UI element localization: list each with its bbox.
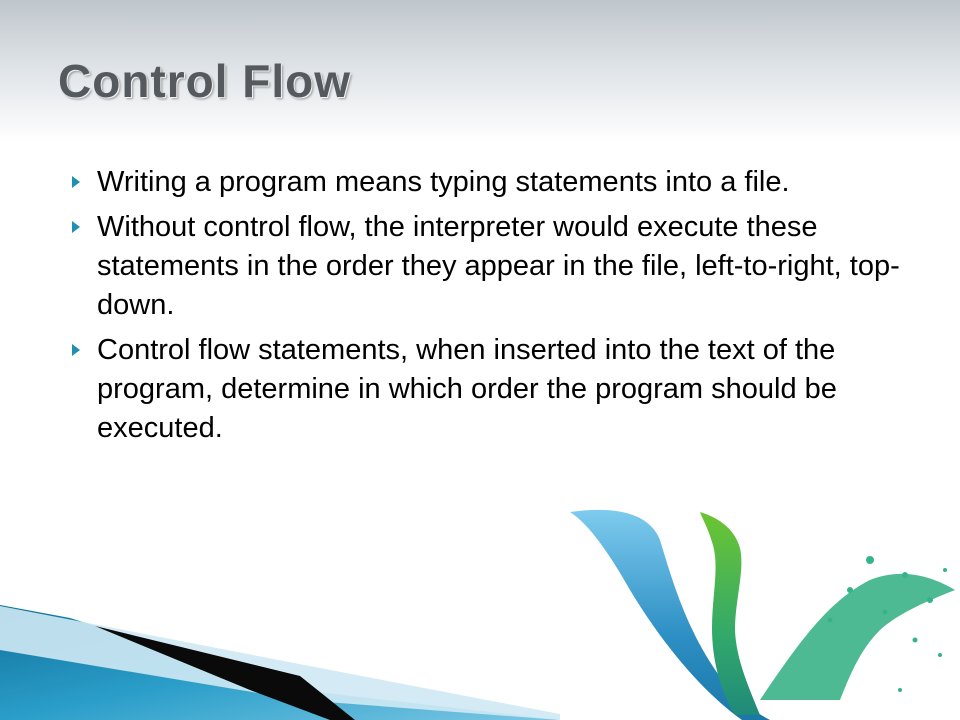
bullet-text: Without control flow, the interpreter would execute these statements in the order they appear in the file, left-to-right, top-down. bbox=[97, 211, 900, 321]
bullet-item bbox=[70, 208, 900, 325]
slide-title: Control Flow bbox=[58, 55, 352, 107]
triangle-right-icon bbox=[72, 344, 80, 356]
bullet-item bbox=[70, 331, 900, 448]
triangle-right-icon bbox=[72, 221, 80, 233]
green-burst bbox=[760, 574, 955, 700]
bullet-text: Control flow statements, when inserted into the text of the program, determine in which order the program should be executed. bbox=[97, 334, 837, 444]
triangle-right-icon bbox=[72, 176, 80, 188]
bullet-list bbox=[70, 163, 900, 454]
bullet-text: Writing a program means typing statements into a file. bbox=[97, 166, 790, 198]
bullet-item bbox=[70, 163, 900, 202]
